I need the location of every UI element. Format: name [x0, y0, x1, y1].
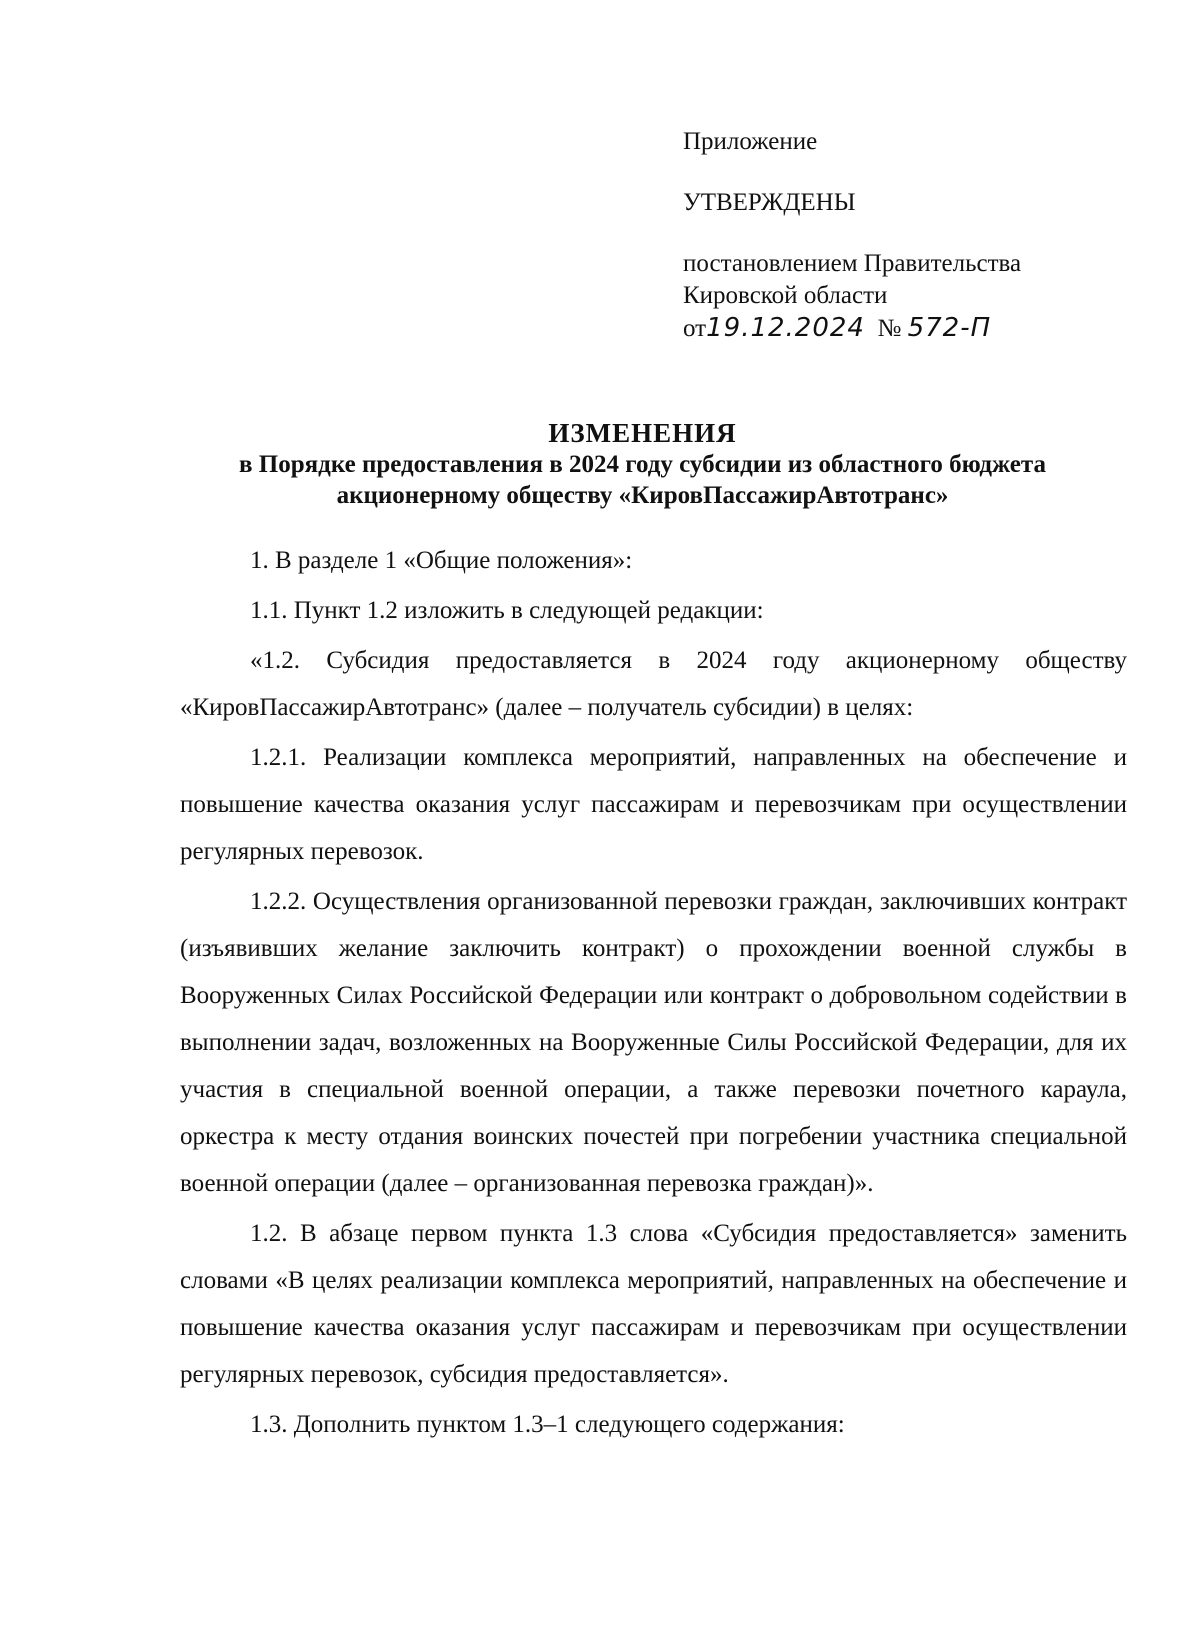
paragraph-1-1: 1.1. Пункт 1.2 изложить в следующей редакции: [250, 597, 764, 624]
region-label: Кировской области [683, 282, 888, 309]
document-title: ИЗМЕНЕНИЯ [548, 418, 737, 448]
appendix-label: Приложение [683, 128, 818, 155]
number-prefix: № [877, 315, 902, 342]
date-prefix: от [683, 315, 707, 342]
document-subtitle-line1: в Порядке предоставления в 2024 году субсидии из областного бюджета [239, 451, 1046, 478]
approved-label: УТВЕРЖДЕНЫ [683, 189, 856, 216]
document-heading [150, 418, 1135, 511]
paragraph-1-3: 1.3. Дополнить пунктом 1.3–1 следующего содержания: [250, 1411, 845, 1438]
document-subtitle-line2: акционерному обществу «КировПассажирАвтотранс» [336, 482, 949, 509]
paragraph-1-2-amend: 1.2. В абзаце первом пункта 1.3 слова «Субсидия предоставляется» заменить словами «В целях реализации комплекса мероприятий, направленных на обеспечение и повышение качества оказания услуг пассажирам и перевозчикам при осуществлении регулярных перевозок, субсидия предоставляется». [180, 1220, 1127, 1388]
document-body [180, 537, 1127, 1451]
handwritten-number: 572-П [907, 313, 992, 343]
paragraph-section-1: 1. В разделе 1 «Общие положения»: [250, 547, 633, 574]
resolution-label: постановлением Правительства [683, 250, 1022, 277]
date-number-line [683, 312, 1103, 345]
approval-stamp-block [683, 126, 1103, 345]
paragraph-1-2-2: 1.2.2. Осуществления организованной перевозки граждан, заключивших контракт (изъявивших желание заключить контракт) о прохождении военной службы в Вооруженных Силах Российской Федерации или контракт о добровольном содействии в выполнении задач, возложенных на Вооруженные Силы Российской Федерации, для их участия в специальной военной операции, а также перевозки почетного караула, оркестра к месту отдания воинских почестей при погребении участника специальной военной операции (далее – организованная перевозка граждан)». [180, 888, 1127, 1197]
handwritten-date: 19.12.2024 [706, 313, 865, 343]
paragraph-1-2-1: 1.2.1. Реализации комплекса мероприятий, направленных на обеспечение и повышение качества оказания услуг пассажирам и перевозчикам при осуществлении регулярных перевозок. [180, 744, 1127, 865]
paragraph-1-2-quote: «1.2. Субсидия предоставляется в 2024 году акционерному обществу «КировПассажирАвтотранс» (далее – получатель субсидии) в целях: [180, 647, 1127, 721]
